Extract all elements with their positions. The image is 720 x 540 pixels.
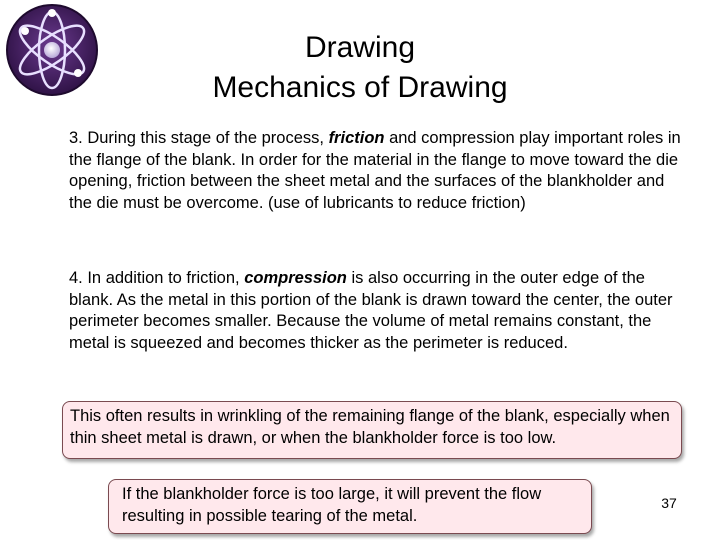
callout-wrinkling [62,401,682,459]
para2-text-end: is also occurring in the outer edge of the blank. As the metal in this portion of the blank is drawn toward the center, the outer perimeter becomes smaller. Because the volume of metal remains constant, the metal is squeezed and becomes thicker as the perimeter is reduced. [69,269,673,352]
para2-keyword: compression [244,269,347,287]
page-number: 37 [661,495,677,511]
para2-text-start: 4. In addition to friction, [69,269,245,287]
para1-text-end: and compression play important roles in the flange of the blank. In order for the material in the flange to move toward the die opening, friction between the sheet metal and the surfaces of the blankholder and the die must be overcome. (use of lubricants to reduce friction) [69,129,681,212]
title-line-2: Mechanics of Drawing [212,71,508,104]
slide-title [100,28,620,108]
callout-tearing [108,479,592,534]
paragraph-friction [69,128,689,214]
para1-text-start: 3. During this stage of the process, [69,129,329,147]
callout-tearing-text: If the blankholder force is too large, it will prevent the flow resulting in possible tearing of the metal. [122,485,542,525]
title-line-1: Drawing [304,31,416,64]
callout-wrinkling-text: This often results in wrinkling of the remaining flange of the blank, especially when thin sheet metal is drawn, or when the blankholder force is too low. [70,407,670,447]
para1-keyword: friction [328,129,385,147]
paragraph-compression [69,268,689,354]
atom-icon [5,3,99,97]
